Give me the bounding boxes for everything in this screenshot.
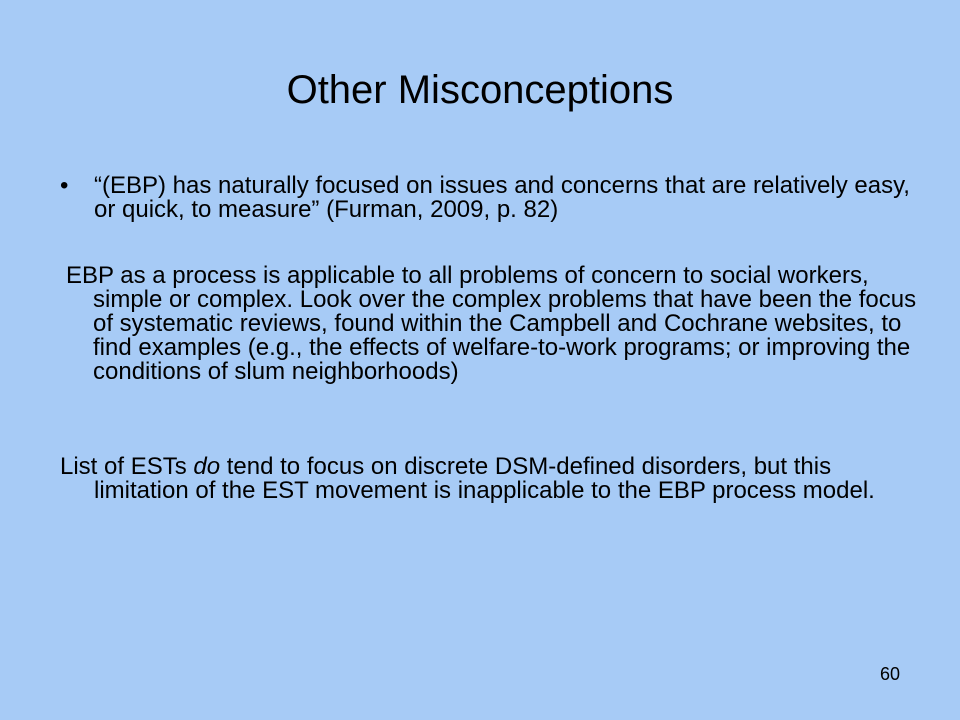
bullet-text: “(EBP) has naturally focused on issues and concerns that are relatively easy, or quick, to measure” (Furman, 2009, p. 82) [94, 172, 910, 223]
paragraph-est-list-start: List of ESTs [60, 453, 194, 480]
paragraph-est-list [60, 455, 920, 503]
paragraph-est-list-end: tend to focus on discrete DSM-defined disorders, but this limitation of the EST movement is inapplicable to the EBP process model. [94, 453, 875, 504]
paragraph-ebp-process [66, 264, 926, 384]
slide-title: Other Misconceptions [286, 68, 674, 112]
page-number: 60 [879, 664, 900, 684]
paragraph-est-list-emphasis: do [193, 453, 221, 480]
paragraph-est-list-text [60, 455, 920, 503]
bullet-marker: • [60, 172, 69, 199]
paragraph-ebp-process-text: EBP as a process is applicable to all problems of concern to social workers, simple or complex. Look over the complex problems that have been the focus of systematic reviews, found within the Campbell and Cochrane websites, to find examples (e.g., the effects of welfare-to-work programs; or improving the conditions of slum neighborhoods) [66, 262, 917, 385]
